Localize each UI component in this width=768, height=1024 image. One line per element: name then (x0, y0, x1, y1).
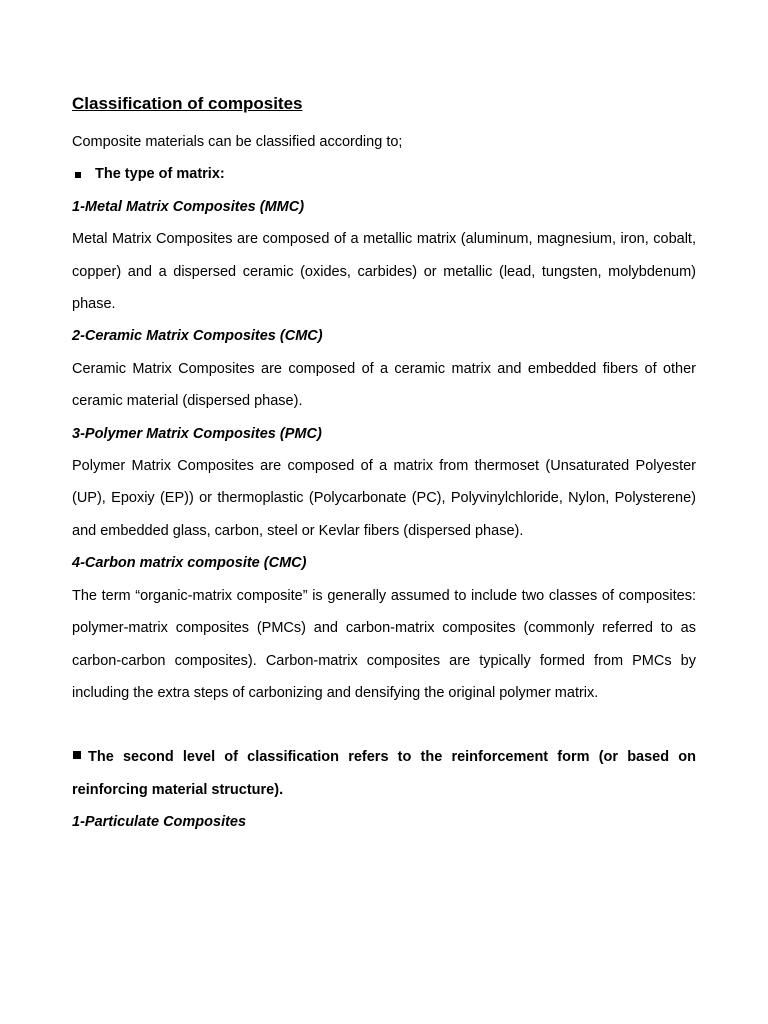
bullet-reinforcement-label: The second level of classification refers to the reinforcement form (or based on reinforcing material structure). (72, 749, 696, 798)
particulate-heading: 1-Particulate Composites (72, 814, 247, 831)
bullet-reinforcement (72, 741, 696, 806)
page-title: Classification of composites (72, 94, 303, 113)
bullet-matrix-type (72, 158, 696, 190)
mmc-heading: 1-Metal Matrix Composites (MMC) (72, 198, 305, 215)
carbon-body: The term “organic-matrix composite” is generally assumed to include two classes of composites: polymer-matrix composites (PMCs) and carbon-matrix composites (commonly referred to as carbon-carbon composites). Carbon-matrix composites are typically formed from PMCs by including the extra steps of carbonizing and densifying the original polymer matrix. (72, 587, 696, 701)
square-bullet-icon (75, 172, 81, 178)
cmc-heading: 2-Ceramic Matrix Composites (CMC) (72, 328, 323, 345)
square-bullet-icon (73, 751, 81, 759)
paragraph-spacer (72, 709, 696, 741)
intro-text: Composite materials can be classified according to; (72, 134, 403, 150)
pmc-heading: 3-Polymer Matrix Composites (PMC) (72, 425, 322, 442)
mmc-body: Metal Matrix Composites are composed of a metallic matrix (aluminum, magnesium, iron, cobalt, copper) and a dispersed ceramic (oxides, carbides) or metallic (lead, tungsten, molybdenum) phase. (72, 231, 696, 313)
cmc-body: Ceramic Matrix Composites are composed of a ceramic matrix and embedded fibers of other ceramic material (dispersed phase). (72, 360, 696, 410)
pmc-body: Polymer Matrix Composites are composed of a matrix from thermoset (Unsaturated Polyester (UP), Epoxiy (EP)) or thermoplastic (Polycarbonate (PC), Polyvinylchloride, Nylon, Polysterene) and embedded glass, carbon, steel or Kevlar fibers (dispersed phase). (72, 458, 696, 539)
carbon-heading: 4-Carbon matrix composite (CMC) (72, 555, 307, 572)
bullet-matrix-type-label: The type of matrix: (95, 166, 225, 183)
document-page (72, 92, 696, 839)
